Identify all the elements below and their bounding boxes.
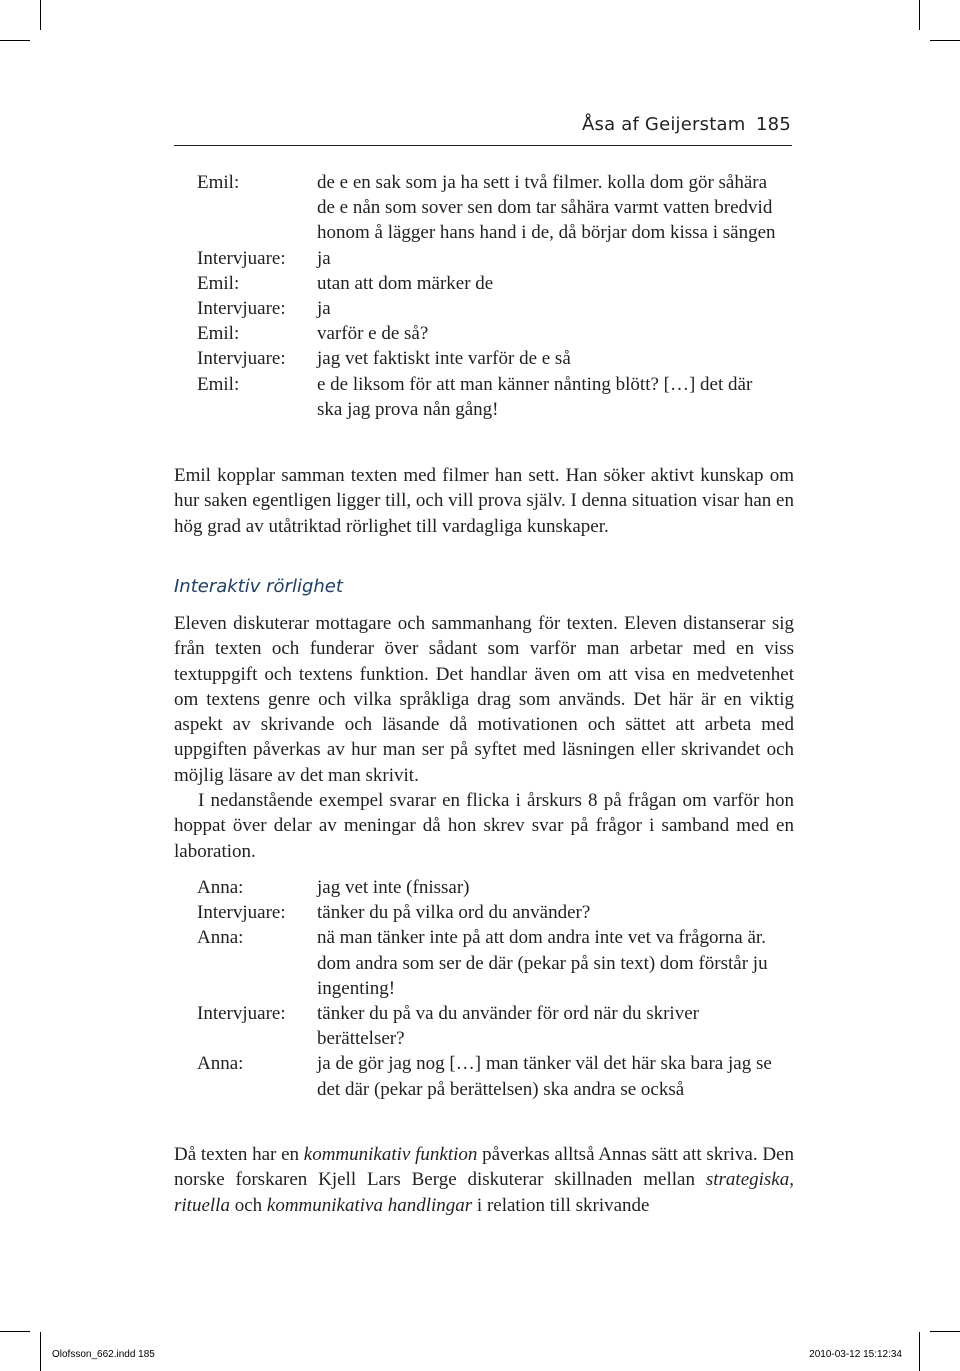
text-run: påverkas alltså Annas sätt att skriva. Den norske forskaren Kjell Lars Berge diskuterar skillnaden mellan [174,1144,794,1191]
dialogue-row [197,321,777,346]
paragraph-text: Eleven diskuterar mottagare och sammanhang för texten. Eleven distanserar sig från texten och funderar över sådant som varför man arbetar med en viss textuppgift och textens funktion. Det handlar även om att visa en medvetenhet om textens genre och vilka språkliga drag som används. Det här är en viktig aspekt av skrivande och läsande då motivationen och sättet att arbeta med uppgiften påverkas av hur man ser på syftet med läsningen eller skrivandet och möjlig läsare av det man skrivit. [174,613,794,786]
crop-mark [919,1332,920,1371]
crop-mark [919,0,920,30]
utterance: ja [317,298,331,320]
utterance: de e en sak som ja ha sett i två filmer. kolla dom gör såhära de e nån som sover sen dom tar såhära varmt vatten bredvid honom å lägger hans hand i de, då börjar dom kissa i sängen [317,172,776,244]
speaker: Intervjuare: [197,247,286,269]
emphasis: kommunikativa handlingar [266,1194,473,1216]
speaker: Emil: [197,172,240,193]
paragraph-text: Emil kopplar samman texten med filmer han sett. Han söker aktivt kunskap om hur saken egentligen ligger till, och vill prova själv. I denna situation visar han en hög grad av utåtriktad rörlighet till vardagliga kunskaper. [174,465,794,537]
speaker: Anna: [197,1053,244,1075]
crop-mark [930,1331,960,1332]
dialogue-row [197,372,777,422]
speaker: Emil: [197,373,240,395]
dialogue-row [197,296,777,321]
utterance: ja de gör jag nog […] man tänker väl det här ska bara jag se det där (pekar på berättelsen) ska andra se också [317,1053,772,1100]
dialogue-row [197,900,777,925]
speaker: Anna: [197,927,244,949]
section-body [174,611,794,864]
dialogue-row [197,875,777,900]
speaker: Emil: [197,323,240,345]
utterance: utan att dom märker de [317,272,494,294]
paragraph-text: I nedanstående exempel svarar en flicka i årskurs 8 på frågan om varför hon hoppat över delar av meningar då hon skrev svar på frågor i samband med en laboration. [174,790,794,862]
speaker: Intervjuare: [197,298,286,320]
running-header [582,114,792,140]
speaker: Anna: [197,877,244,898]
dialogue-row [197,1051,777,1101]
dialogue-row [197,170,777,246]
dialogue-row [197,925,777,1001]
utterance: jag vet inte (fnissar) [317,877,470,898]
text-run: i relation till skrivande [472,1194,650,1216]
dialogue-row [197,346,777,371]
utterance: jag vet faktiskt inte varför de e så [317,348,571,370]
text-run: , [789,1169,794,1191]
slug-filename: Olofsson_662.indd 185 [52,1349,155,1360]
text-run: Då texten har en [174,1144,304,1165]
emphasis: kommunikativ funktion [303,1144,478,1165]
paragraph-text [174,1142,794,1218]
crop-mark [0,1331,30,1332]
speaker: Intervjuare: [197,902,286,924]
utterance: e de liksom för att man känner nånting blött? […] det där ska jag prova nån gång! [317,373,753,420]
speaker: Intervjuare: [197,348,286,370]
dialogue-anna [197,875,777,1102]
speaker: Emil: [197,272,240,294]
speaker: Intervjuare: [197,1003,286,1025]
dialogue-row [197,1001,777,1051]
crop-mark [40,0,41,30]
header-title: Åsa af Geijerstam [582,114,746,135]
utterance: nä man tänker inte på att dom andra inte vet va frågorna är. dom andra som ser de där (pekar på sin text) dom förstår ju ingenting! [317,927,768,999]
dialogue-emil [197,170,777,422]
body-paragraph-final [174,1142,794,1218]
utterance: ja [317,247,331,269]
crop-mark [40,1332,41,1371]
page-number: 185 [756,114,791,135]
utterance: tänker du på vilka ord du använder? [317,902,591,924]
utterance: tänker du på va du använder för ord när du skriver berättelser? [317,1003,699,1050]
slug-timestamp: 2010-03-12 15:12:34 [809,1349,902,1360]
text-run: och [229,1194,267,1216]
crop-mark [0,40,30,41]
body-paragraph [174,463,794,539]
header-rule [174,145,792,146]
dialogue-row [197,271,777,296]
emphasis: strategiska [705,1169,790,1191]
utterance: varför e de så? [317,323,429,345]
crop-mark [930,40,960,41]
emphasis: rituella [174,1194,230,1216]
section-heading: Interaktiv rörlighet [174,576,343,597]
dialogue-row [197,246,777,271]
